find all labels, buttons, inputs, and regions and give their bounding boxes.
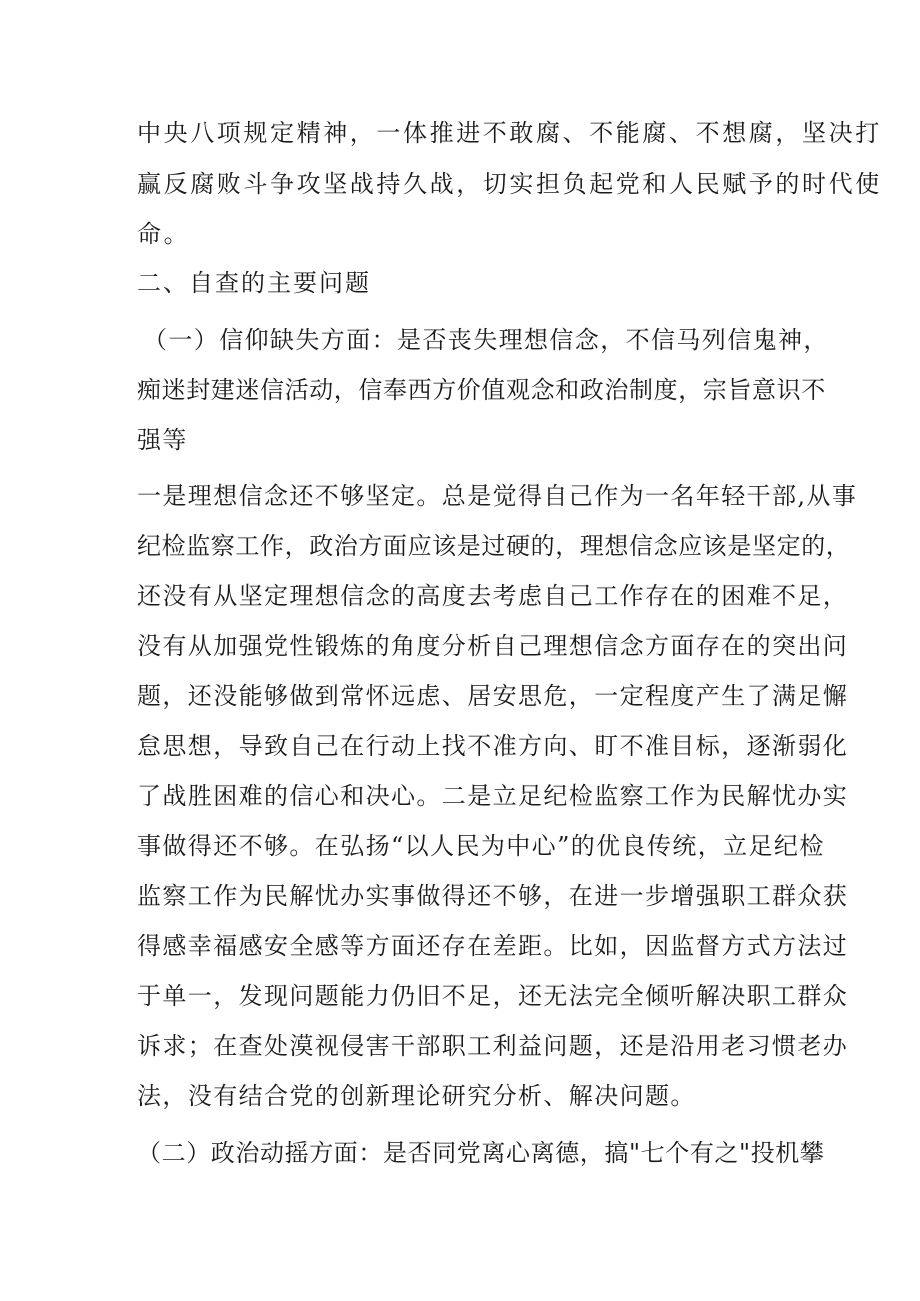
text-line: 题，还没能够做到常怀远虑、居安思危，一定程度产生了满足懈 <box>137 682 849 710</box>
text-line: 强等 <box>137 426 188 454</box>
text-line: 得感幸福感安全感等方面还存在差距。比如，因监督方式方法过 <box>137 932 849 960</box>
text-line: 赢反腐败斗争攻坚战持久战，切实担负起党和人民赋予的时代使 <box>137 170 882 198</box>
text-line: 纪检监察工作，政治方面应该是过硬的，理想信念应该是坚定的， <box>137 532 851 560</box>
text-line: 诉求；在查处漠视侵害干部职工利益问题，还是沿用老习惯老办 <box>137 1032 849 1060</box>
text-line: 监察工作为民解忧办实事做得还不够，在进一步增强职工群众获 <box>137 882 849 910</box>
subsection-heading: （二）政治动摇方面：是否同党离心离德，搞"七个有之"投机攀 <box>137 1139 825 1167</box>
text-line: 一是理想信念还不够坚定。总是觉得自己作为一名年轻干部,从事 <box>137 482 858 510</box>
text-line: 于单一，发现问题能力仍旧不足，还无法完全倾听解决职工群众 <box>137 982 849 1010</box>
text-line: 还没有从坚定理想信念的高度去考虑自己工作存在的困难不足， <box>137 582 849 610</box>
subsection-heading: （一）信仰缺失方面：是否丧失理想信念，不信马列信鬼神， <box>143 326 829 354</box>
text-line: 事做得还不够。在弘扬“以人民为中心”的优良传统，立足纪检 <box>137 832 825 860</box>
text-line: 法，没有结合党的创新理论研究分析、解决问题。 <box>137 1082 696 1110</box>
text-line: 痴迷封建迷信活动，信奉西方价值观念和政治制度，宗旨意识不 <box>137 376 826 404</box>
text-line: 中央八项规定精神，一体推进不敢腐、不能腐、不想腐，坚决打 <box>137 119 882 147</box>
section-heading: 二、自查的主要问题 <box>137 269 371 297</box>
text-line: 怠思想，导致自己在行动上找不准方向、盯不准目标，逐渐弱化 <box>137 732 849 760</box>
text-line: 了战胜困难的信心和决心。二是立足纪检监察工作为民解忧办实 <box>137 782 849 810</box>
text-line: 没有从加强党性锻炼的角度分析自己理想信念方面存在的突出问 <box>137 632 849 660</box>
text-line: 命。 <box>137 220 191 248</box>
